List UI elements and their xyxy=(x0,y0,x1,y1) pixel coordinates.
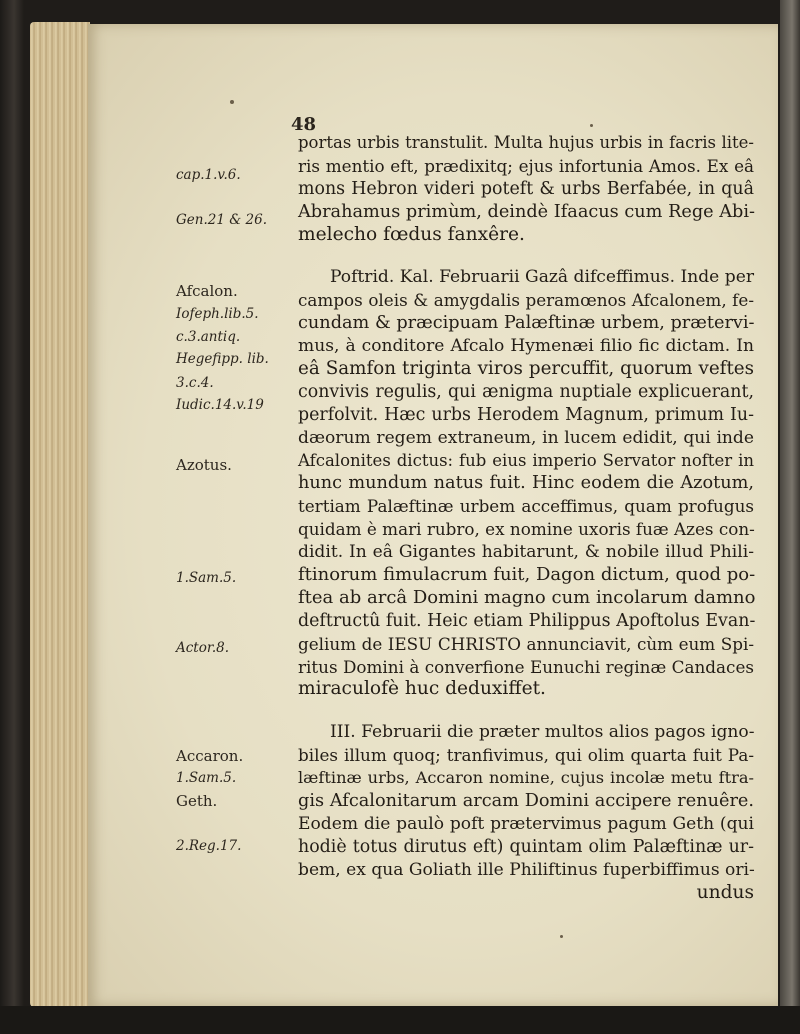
body-text xyxy=(298,132,754,905)
margin-note: Actor.8. xyxy=(176,640,230,656)
right-scan-border xyxy=(780,0,800,1034)
text-line: campos oleis & amygdalis peramœnos Afcalonem, fe- xyxy=(298,290,754,311)
page-edge-stack xyxy=(30,22,90,1007)
text-line: Afcalonites dictus: fub eius imperio Servator nofter in xyxy=(298,450,754,470)
margin-note: 1.Sam.5. xyxy=(176,770,237,786)
paper-speck xyxy=(230,100,234,104)
text-line: ritus Domini à converfione Eunuchi reginæ Candaces xyxy=(298,656,754,677)
text-line: Eodem die paulò poft prætervimus pagum Geth (qui xyxy=(298,813,754,834)
text-line: ftea ab arcâ Domini magno cum incolarum damno xyxy=(298,586,756,608)
margin-note: 3.c.4. xyxy=(176,375,214,391)
text-line: mons Hebron videri poteft & urbs Berfabée, in quâ xyxy=(298,178,754,199)
text-line: portas urbis transtulit. Multa hujus urbis in facris lite- xyxy=(298,133,754,152)
text-line: læftinæ urbs, Accaron nomine, cujus incolæ metu ftra- xyxy=(298,768,754,788)
margin-note: 1.Sam.5. xyxy=(176,570,237,586)
text-line: didit. In eâ Gigantes habitarunt, & nobile illud Phili- xyxy=(298,542,754,563)
text-line: deftructû fuit. Heic etiam Philippus Apoftolus Evan- xyxy=(298,610,756,631)
text-line: quidam è mari rubro, ex nomine uxoris fuæ Azes con- xyxy=(298,519,755,540)
margin-note: Azotus. xyxy=(176,456,232,474)
margin-note: Accaron. xyxy=(176,747,244,765)
text-line: gis Afcalonitarum arcam Domini accipere renuêre. xyxy=(298,791,754,812)
margin-note: 2.Reg.17. xyxy=(176,838,242,854)
text-line: hunc mundum natus fuit. Hinc eodem die Azotum, xyxy=(298,473,754,494)
margin-note: Geth. xyxy=(176,792,218,810)
text-line: III. Februarii die præter multos alios pagos igno- xyxy=(330,722,755,743)
paper-speck xyxy=(590,124,593,127)
text-line: tertiam Palæftinæ urbem acceffimus, quam profugus xyxy=(298,496,754,517)
text-line: miraculofè huc deduxiffet. xyxy=(298,678,546,700)
margin-note: Gen.21 & 26. xyxy=(176,212,268,228)
text-line: eâ Samfon triginta viros percuffit, quorum veftes xyxy=(298,358,754,380)
text-line: Poftrid. Kal. Februarii Gazâ difceffimus. Inde per xyxy=(330,267,754,288)
paper-speck xyxy=(560,935,563,938)
text-line: cundam & præcipuam Palæftinæ urbem, prætervi- xyxy=(298,313,755,334)
text-line: melecho fœdus fanxêre. xyxy=(298,223,525,245)
margin-note: Afcalon. xyxy=(176,282,238,300)
text-line: ftinorum fimulacrum fuit, Dagon dictum, quod po- xyxy=(298,564,756,586)
margin-note: Iofeph.lib.5. xyxy=(176,306,259,322)
margin-note: cap.1.v.6. xyxy=(176,167,241,183)
text-line: perfolvit. Hæc urbs Herodem Magnum, primum Iu- xyxy=(298,404,754,425)
text-line: bem, ex qua Goliath ille Philiftinus fuperbiffimus ori- xyxy=(298,859,755,880)
text-line: convivis regulis, qui ænigma nuptiale explicuerant, xyxy=(298,381,754,402)
page-number: 48 xyxy=(291,114,317,135)
catchword: undus xyxy=(696,881,754,903)
bottom-scan-border xyxy=(0,1006,800,1034)
text-line: mus, à conditore Afcalo Hymenæi filio fic dictam. In xyxy=(298,336,754,357)
margin-note: c.3.antiq. xyxy=(176,329,241,345)
text-line: dæorum regem extraneum, in lucem edidit, qui inde xyxy=(298,427,754,448)
text-line: gelium de IESU CHRISTO annunciavit, cùm eum Spi- xyxy=(298,633,754,654)
text-line: ris mentio eft, prædixitq; ejus infortunia Amos. Ex eâ xyxy=(298,155,754,176)
text-line: Abrahamus primùm, deindè Ifaacus cum Rege Abi- xyxy=(298,201,755,222)
margin-note: Iudic.14.v.19 xyxy=(176,397,264,413)
text-line: hodiè totus dirutus eft) quintam olim Palæftinæ ur- xyxy=(298,836,754,857)
margin-note: Hegefipp. lib. xyxy=(176,351,269,367)
text-line: biles illum quoq; tranfivimus, qui olim quarta fuit Pa- xyxy=(298,745,754,766)
